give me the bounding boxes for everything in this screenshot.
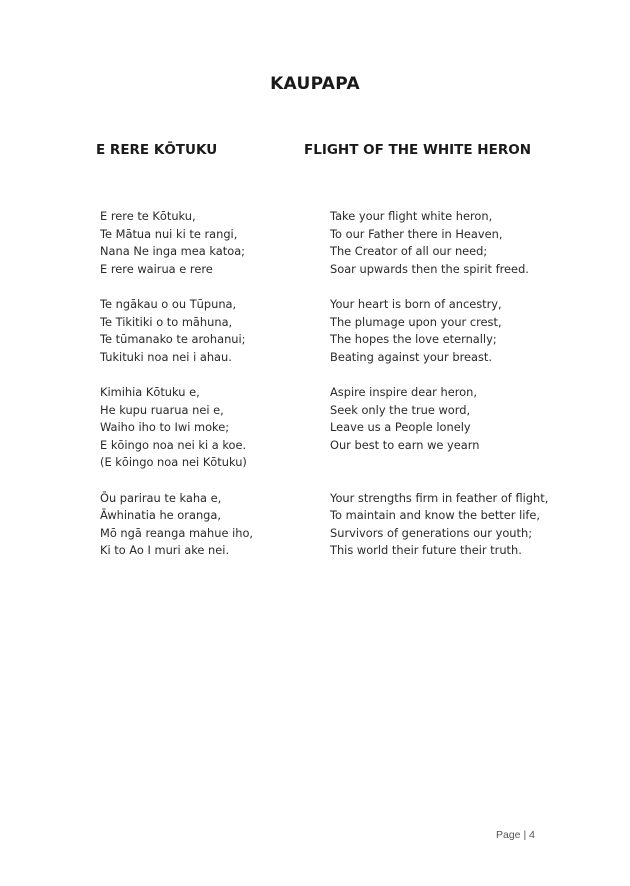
page-number: Page | 4 — [496, 829, 535, 841]
poem-line: Te ngākau o ou Tūpuna, — [100, 296, 237, 311]
english-stanza-3 — [330, 384, 590, 472]
poem-line: Kimihia Kōtuku e, — [100, 384, 200, 399]
poem-line: Tukituki noa nei i ahau. — [100, 349, 232, 364]
poem-line: Our best to earn we yearn — [330, 437, 480, 452]
english-poem — [330, 208, 590, 577]
poem-line: Te Mātua nui ki te rangi, — [100, 226, 238, 241]
poem-line: To our Father there in Heaven, — [330, 226, 503, 241]
poem-line: Seek only the true word, — [330, 402, 471, 417]
english-stanza-2 — [330, 296, 590, 366]
maori-poem — [100, 208, 300, 577]
poem-line: The Creator of all our need; — [330, 244, 488, 259]
english-heading: FLIGHT OF THE WHITE HERON — [304, 142, 531, 158]
poem-line: Your heart is born of ancestry, — [330, 296, 502, 311]
maori-stanza-1 — [100, 208, 300, 278]
poem-line: He kupu ruarua nei e, — [100, 402, 224, 417]
maori-stanza-4 — [100, 490, 300, 560]
poem-line: Soar upwards then the spirit freed. — [330, 261, 529, 276]
poem-line: Āwhinatia he oranga, — [100, 508, 221, 523]
poem-line: (E kōingo noa nei Kōtuku) — [100, 455, 247, 470]
poem-line: Mō ngā reanga mahue iho, — [100, 525, 254, 540]
poem-line: The hopes the love eternally; — [330, 332, 497, 347]
poem-line: Aspire inspire dear heron, — [330, 384, 477, 399]
poem-line: E rere te Kōtuku, — [100, 209, 196, 223]
maori-stanza-3 — [100, 384, 300, 472]
poem-line: Nana Ne inga mea katoa; — [100, 244, 246, 259]
english-stanza-4 — [330, 490, 590, 560]
poem-line: Te tūmanako te arohanui; — [100, 332, 246, 347]
maori-heading: E RERE KŌTUKU — [96, 142, 218, 158]
poem-line: Waiho iho to Iwi moke; — [100, 420, 230, 435]
maori-stanza-2 — [100, 296, 300, 366]
poem-line: E kōingo noa nei ki a koe. — [100, 437, 247, 452]
poem-line: The plumage upon your crest, — [330, 314, 502, 329]
poem-line: Te Tikitiki o to māhuna, — [100, 314, 233, 329]
page-title: KAUPAPA — [270, 74, 360, 94]
poem-line: To maintain and know the better life, — [330, 508, 541, 523]
poem-line: Beating against your breast. — [330, 349, 493, 364]
poem-line: Ōu parirau te kaha e, — [100, 490, 222, 505]
poem-line: Leave us a People lonely — [330, 420, 471, 435]
poem-line: Ki to Ao I muri ake nei. — [100, 543, 230, 558]
poem-line: Take your flight white heron, — [330, 209, 493, 223]
poem-line: This world their future their truth. — [330, 543, 522, 558]
poem-line — [330, 454, 590, 472]
poem-line: E rere wairua e rere — [100, 261, 213, 276]
poem-line: Your strengths firm in feather of flight, — [330, 490, 549, 505]
poem-line: Survivors of generations our youth; — [330, 525, 533, 540]
english-stanza-1 — [330, 208, 590, 278]
